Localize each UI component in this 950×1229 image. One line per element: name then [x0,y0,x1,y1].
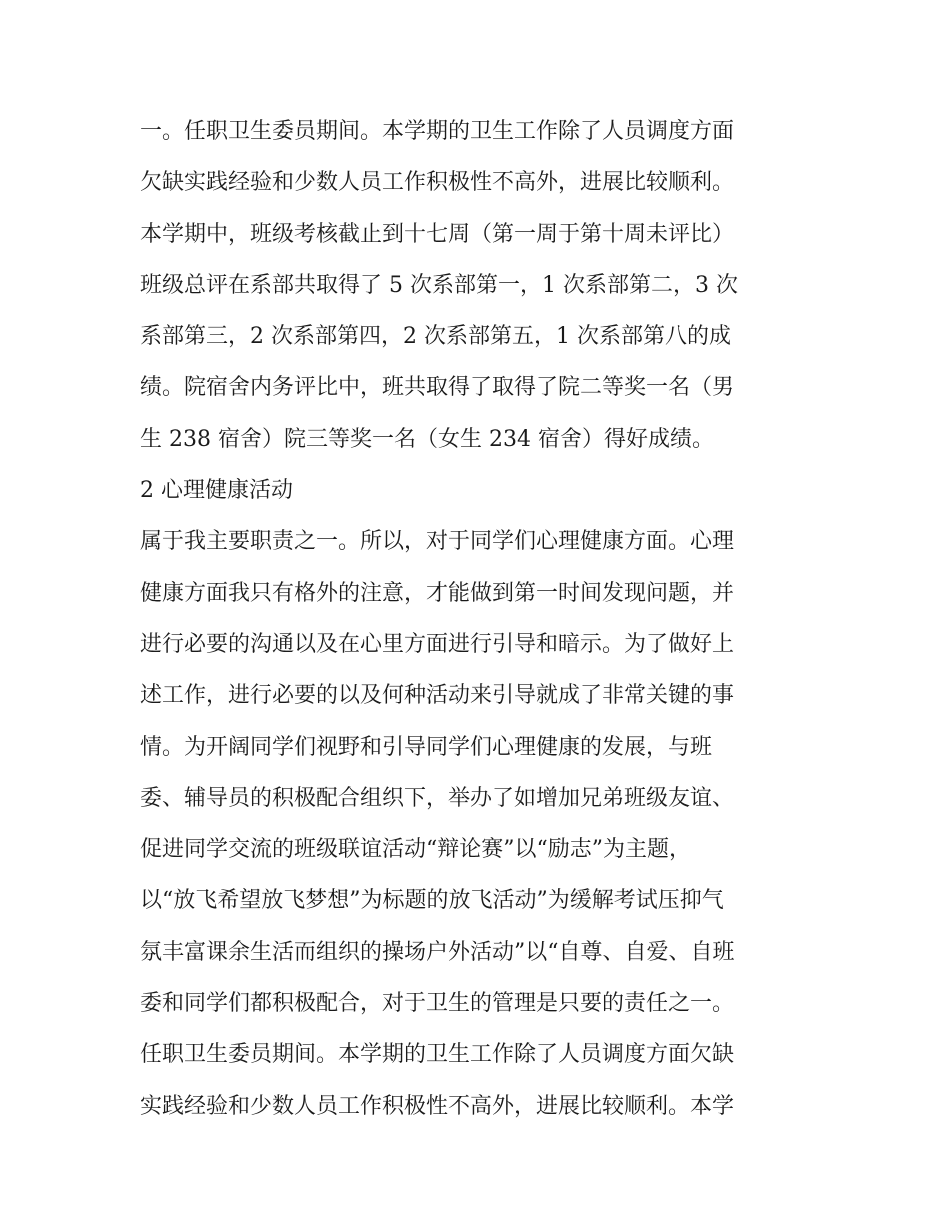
text-line: 任职卫生委员期间。本学期的卫生工作除了人员调度方面欠缺 [140,1042,735,1068]
text-line: 进行必要的沟通以及在心里方面进行引导和暗示。为了做好上 [140,631,735,657]
text-line: 委和同学们都积极配合，对于卫生的管理是只要的责任之一。 [140,991,735,1017]
text-line: 一。任职卫生委员期间。本学期的卫生工作除了人员调度方面 [140,119,735,144]
text-line: 本学期中，班级考核截止到十七周（第一周于第十周未评比） [140,221,735,247]
section-heading: 2 心理健康活动 [140,478,293,504]
text-line: 氛丰富课余生活而组织的操场户外活动”以“自尊、自爱、自班 [140,939,735,965]
text-line: 系部第三，2 次系部第四，2 次系部第五，1 次系部第八的成 [140,324,731,350]
text-line: 绩。院宿舍内务评比中，班共取得了取得了院二等奖一名（男 [140,375,735,401]
text-line: 情。为开阔同学们视野和引导同学们心理健康的发展，与班 [140,734,713,760]
text-line: 生 238 宿舍）院三等奖一名（女生 234 宿舍）得好成绩。 [140,426,714,452]
text-line: 委、辅导员的积极配合组织下，举办了如增加兄弟班级友谊、 [140,785,735,811]
text-line: 班级总评在系部共取得了 5 次系部第一，1 次系部第二，3 次 [140,272,738,298]
text-line: 属于我主要职责之一。所以，对于同学们心理健康方面。心理 [140,529,735,555]
text-line: 促进同学交流的班级联谊活动“辩论赛”以“励志”为主题， [140,837,691,863]
text-line: 欠缺实践经验和少数人员工作积极性不高外，进展比较顺利。 [140,170,735,196]
text-line: 述工作，进行必要的以及何种活动来引导就成了非常关键的事 [140,683,735,709]
document-body [140,106,820,1132]
text-line: 以“放飞希望放飞梦想”为标题的放飞活动”为缓解考试压抑气 [140,888,724,914]
text-line: 实践经验和少数人员工作积极性不高外，进展比较顺利。本学 [140,1093,735,1119]
text-line: 健康方面我只有格外的注意，才能做到第一时间发现问题，并 [140,580,735,606]
